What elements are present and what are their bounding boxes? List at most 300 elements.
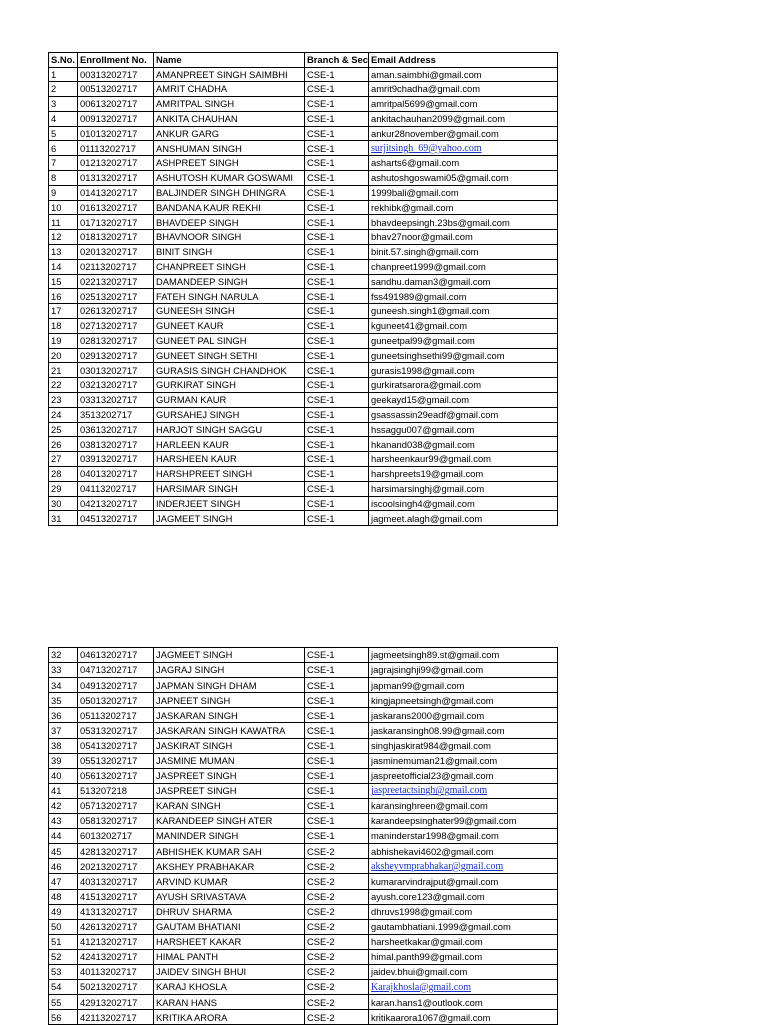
cell-branch: CSE-2 <box>305 919 369 934</box>
cell-enrollment: 41213202717 <box>78 934 154 949</box>
cell-enrollment: 20213202717 <box>78 859 154 874</box>
cell-branch: CSE-1 <box>305 678 369 693</box>
cell-sno: 12 <box>49 230 78 245</box>
cell-branch: CSE-1 <box>305 289 369 304</box>
cell-name: KARAN HANS <box>154 995 305 1010</box>
cell-name: KARAN SINGH <box>154 798 305 813</box>
cell-name: ABHISHEK KUMAR SAH <box>154 844 305 859</box>
cell-branch: CSE-1 <box>305 274 369 289</box>
cell-enrollment: 02213202717 <box>78 274 154 289</box>
cell-branch: CSE-1 <box>305 141 369 156</box>
cell-enrollment: 03313202717 <box>78 393 154 408</box>
cell-sno: 24 <box>49 407 78 422</box>
cell-name: ASHPREET SINGH <box>154 156 305 171</box>
cell-sno: 44 <box>49 829 78 844</box>
table-row <box>49 422 558 437</box>
cell-name: GURKIRAT SINGH <box>154 378 305 393</box>
cell-branch: CSE-1 <box>305 798 369 813</box>
cell-branch: CSE-1 <box>305 393 369 408</box>
cell-enrollment: 05513202717 <box>78 753 154 768</box>
cell-branch: CSE-1 <box>305 259 369 274</box>
table-row <box>49 874 558 889</box>
cell-email: karandeepsinghater99@gmail.com <box>369 814 558 829</box>
cell-branch: CSE-2 <box>305 964 369 979</box>
table-row <box>49 964 558 979</box>
cell-sno: 7 <box>49 156 78 171</box>
table-row <box>49 452 558 467</box>
cell-enrollment: 00913202717 <box>78 111 154 126</box>
cell-email: kumararvindrajput@gmail.com <box>369 874 558 889</box>
table-row <box>49 708 558 723</box>
cell-email: ankitachauhan2099@gmail.com <box>369 111 558 126</box>
cell-sno: 55 <box>49 995 78 1010</box>
cell-email: amritpal5699@gmail.com <box>369 97 558 112</box>
cell-branch: CSE-1 <box>305 200 369 215</box>
cell-email: gsassassin29eadf@gmail.com <box>369 407 558 422</box>
table-row <box>49 245 558 260</box>
cell-branch: CSE-1 <box>305 723 369 738</box>
cell-name: JAPMAN SINGH DHAM <box>154 678 305 693</box>
cell-email <box>369 859 558 874</box>
cell-sno: 52 <box>49 949 78 964</box>
cell-sno: 40 <box>49 768 78 783</box>
cell-name: BINIT SINGH <box>154 245 305 260</box>
cell-branch: CSE-1 <box>305 422 369 437</box>
cell-name: GUNEESH SINGH <box>154 304 305 319</box>
cell-enrollment: 03613202717 <box>78 422 154 437</box>
table-row <box>49 437 558 452</box>
cell-name: JASKIRAT SINGH <box>154 738 305 753</box>
cell-name: HARLEEN KAUR <box>154 437 305 452</box>
cell-enrollment: 40113202717 <box>78 964 154 979</box>
cell-enrollment: 05713202717 <box>78 798 154 813</box>
cell-enrollment: 02113202717 <box>78 259 154 274</box>
cell-sno: 31 <box>49 511 78 526</box>
cell-enrollment: 05313202717 <box>78 723 154 738</box>
cell-email: jagmeet.alagh@gmail.com <box>369 511 558 526</box>
cell-name: GUNEET PAL SINGH <box>154 333 305 348</box>
table-row <box>49 889 558 904</box>
cell-sno: 49 <box>49 904 78 919</box>
cell-sno: 54 <box>49 980 78 995</box>
cell-branch: CSE-1 <box>305 437 369 452</box>
cell-sno: 26 <box>49 437 78 452</box>
cell-branch: CSE-1 <box>305 663 369 678</box>
cell-email: kguneet41@gmail.com <box>369 319 558 334</box>
table-2-body <box>49 648 558 1025</box>
cell-name: GURASIS SINGH CHANDHOK <box>154 363 305 378</box>
cell-email: fss491989@gmail.com <box>369 289 558 304</box>
cell-branch: CSE-2 <box>305 995 369 1010</box>
cell-enrollment: 01013202717 <box>78 126 154 141</box>
table-row <box>49 814 558 829</box>
cell-sno: 6 <box>49 141 78 156</box>
cell-name: ASHUTOSH KUMAR GOSWAMI <box>154 171 305 186</box>
cell-name: HARSHEET KAKAR <box>154 934 305 949</box>
cell-enrollment: 01613202717 <box>78 200 154 215</box>
cell-email <box>369 783 558 798</box>
cell-branch: CSE-1 <box>305 126 369 141</box>
cell-branch: CSE-1 <box>305 783 369 798</box>
cell-branch: CSE-1 <box>305 378 369 393</box>
cell-email: himal.panth99@gmail.com <box>369 949 558 964</box>
cell-sno: 20 <box>49 348 78 363</box>
cell-branch: CSE-1 <box>305 319 369 334</box>
cell-email: guneesh.singh1@gmail.com <box>369 304 558 319</box>
header-branch: Branch & Sec <box>305 53 369 68</box>
cell-name: JAGMEET SINGH <box>154 511 305 526</box>
table-row <box>49 829 558 844</box>
cell-enrollment: 01213202717 <box>78 156 154 171</box>
cell-email: bhav27noor@gmail.com <box>369 230 558 245</box>
cell-name: JAGRAJ SINGH <box>154 663 305 678</box>
cell-name: GAUTAM BHATIANI <box>154 919 305 934</box>
cell-email: jasminemuman21@gmail.com <box>369 753 558 768</box>
cell-sno: 39 <box>49 753 78 768</box>
cell-branch: CSE-2 <box>305 859 369 874</box>
cell-sno: 46 <box>49 859 78 874</box>
table-row <box>49 97 558 112</box>
table-row <box>49 274 558 289</box>
table-row <box>49 723 558 738</box>
cell-sno: 53 <box>49 964 78 979</box>
table-row <box>49 511 558 526</box>
cell-enrollment: 01113202717 <box>78 141 154 156</box>
cell-name: KARANDEEP SINGH ATER <box>154 814 305 829</box>
cell-name: JAPNEET SINGH <box>154 693 305 708</box>
cell-name: JASPREET SINGH <box>154 783 305 798</box>
cell-branch: CSE-1 <box>305 67 369 82</box>
cell-sno: 48 <box>49 889 78 904</box>
cell-email: jaspreetofficial23@gmail.com <box>369 768 558 783</box>
table-row <box>49 319 558 334</box>
cell-branch: CSE-1 <box>305 708 369 723</box>
cell-enrollment: 00513202717 <box>78 82 154 97</box>
cell-name: GURMAN KAUR <box>154 393 305 408</box>
email-link[interactable]: jaspreetactsingh@gmail.com <box>371 785 488 797</box>
cell-email: sandhu.daman3@gmail.com <box>369 274 558 289</box>
table-row <box>49 111 558 126</box>
cell-branch: CSE-1 <box>305 82 369 97</box>
cell-enrollment: 01413202717 <box>78 185 154 200</box>
cell-enrollment: 03813202717 <box>78 437 154 452</box>
cell-enrollment: 42813202717 <box>78 844 154 859</box>
cell-email <box>369 141 558 156</box>
cell-email: geekayd15@gmail.com <box>369 393 558 408</box>
cell-enrollment: 05013202717 <box>78 693 154 708</box>
table-row <box>49 185 558 200</box>
cell-sno: 43 <box>49 814 78 829</box>
cell-enrollment: 02913202717 <box>78 348 154 363</box>
cell-email: ankur28november@gmail.com <box>369 126 558 141</box>
cell-sno: 29 <box>49 481 78 496</box>
cell-email: jaidev.bhui@gmail.com <box>369 964 558 979</box>
table-row <box>49 156 558 171</box>
cell-name: DHRUV SHARMA <box>154 904 305 919</box>
cell-enrollment: 01713202717 <box>78 215 154 230</box>
cell-sno: 32 <box>49 648 78 663</box>
cell-email: harshpreets19@gmail.com <box>369 467 558 482</box>
cell-email: maninderstar1998@gmail.com <box>369 829 558 844</box>
cell-sno: 47 <box>49 874 78 889</box>
cell-sno: 13 <box>49 245 78 260</box>
cell-email: harsheenkaur99@gmail.com <box>369 452 558 467</box>
cell-name: AKSHEY PRABHAKAR <box>154 859 305 874</box>
cell-enrollment: 04613202717 <box>78 648 154 663</box>
cell-email: abhishekavi4602@gmail.com <box>369 844 558 859</box>
cell-sno: 4 <box>49 111 78 126</box>
cell-enrollment: 04913202717 <box>78 678 154 693</box>
cell-email <box>369 980 558 995</box>
cell-name: JASPREET SINGH <box>154 768 305 783</box>
cell-branch: CSE-1 <box>305 245 369 260</box>
cell-enrollment: 6013202717 <box>78 829 154 844</box>
cell-sno: 33 <box>49 663 78 678</box>
cell-branch: CSE-1 <box>305 511 369 526</box>
email-link[interactable]: Karajkhosla@gmail.com <box>371 981 472 993</box>
table-row <box>49 171 558 186</box>
cell-branch: CSE-1 <box>305 333 369 348</box>
cell-branch: CSE-2 <box>305 889 369 904</box>
cell-email: jaskarans2000@gmail.com <box>369 708 558 723</box>
table-row <box>49 230 558 245</box>
cell-email: jagrajsinghji99@gmail.com <box>369 663 558 678</box>
cell-enrollment: 05813202717 <box>78 814 154 829</box>
table-row <box>49 259 558 274</box>
cell-enrollment: 04113202717 <box>78 481 154 496</box>
cell-name: BALJINDER SINGH DHINGRA <box>154 185 305 200</box>
cell-name: CHANPREET SINGH <box>154 259 305 274</box>
cell-enrollment: 42613202717 <box>78 919 154 934</box>
cell-email: jaskaransingh08.99@gmail.com <box>369 723 558 738</box>
cell-enrollment: 3513202717 <box>78 407 154 422</box>
cell-sno: 50 <box>49 919 78 934</box>
cell-name: GURSAHEJ SINGH <box>154 407 305 422</box>
cell-enrollment: 05613202717 <box>78 768 154 783</box>
cell-email: harsimarsinghj@gmail.com <box>369 481 558 496</box>
cell-branch: CSE-2 <box>305 1010 369 1025</box>
cell-sno: 37 <box>49 723 78 738</box>
cell-branch: CSE-2 <box>305 904 369 919</box>
cell-email: binit.57.singh@gmail.com <box>369 245 558 260</box>
header-name: Name <box>154 53 305 68</box>
cell-enrollment: 42413202717 <box>78 949 154 964</box>
cell-enrollment: 02613202717 <box>78 304 154 319</box>
table-row <box>49 648 558 663</box>
table-row <box>49 363 558 378</box>
header-row <box>49 53 558 68</box>
cell-sno: 34 <box>49 678 78 693</box>
cell-sno: 19 <box>49 333 78 348</box>
cell-sno: 23 <box>49 393 78 408</box>
cell-name: JAIDEV SINGH BHUI <box>154 964 305 979</box>
cell-email: iscoolsingh4@gmail.com <box>369 496 558 511</box>
email-link[interactable]: aksheyvmprabhakar@gmail.com <box>371 860 504 872</box>
cell-sno: 27 <box>49 452 78 467</box>
cell-name: HARSHEEN KAUR <box>154 452 305 467</box>
cell-enrollment: 03013202717 <box>78 363 154 378</box>
cell-name: KRITIKA ARORA <box>154 1010 305 1025</box>
table-row <box>49 348 558 363</box>
cell-email: karansinghreen@gmail.com <box>369 798 558 813</box>
table-row <box>49 82 558 97</box>
cell-sno: 41 <box>49 783 78 798</box>
table-row <box>49 467 558 482</box>
cell-name: INDERJEET SINGH <box>154 496 305 511</box>
cell-branch: CSE-1 <box>305 230 369 245</box>
cell-enrollment: 41513202717 <box>78 889 154 904</box>
cell-branch: CSE-2 <box>305 874 369 889</box>
cell-enrollment: 02813202717 <box>78 333 154 348</box>
cell-branch: CSE-1 <box>305 171 369 186</box>
student-table-2 <box>48 647 558 1025</box>
cell-branch: CSE-2 <box>305 934 369 949</box>
cell-enrollment: 03213202717 <box>78 378 154 393</box>
cell-branch: CSE-1 <box>305 111 369 126</box>
cell-branch: CSE-1 <box>305 97 369 112</box>
cell-enrollment: 00613202717 <box>78 97 154 112</box>
cell-name: BHAVDEEP SINGH <box>154 215 305 230</box>
cell-branch: CSE-1 <box>305 753 369 768</box>
cell-enrollment: 04713202717 <box>78 663 154 678</box>
cell-sno: 1 <box>49 67 78 82</box>
cell-name: AMRIT CHADHA <box>154 82 305 97</box>
cell-name: AMANPREET SINGH SAIMBHI <box>154 67 305 82</box>
cell-name: HIMAL PANTH <box>154 949 305 964</box>
cell-sno: 5 <box>49 126 78 141</box>
cell-sno: 28 <box>49 467 78 482</box>
cell-enrollment: 42113202717 <box>78 1010 154 1025</box>
table-row <box>49 1010 558 1025</box>
cell-sno: 10 <box>49 200 78 215</box>
cell-branch: CSE-2 <box>305 844 369 859</box>
table-row <box>49 126 558 141</box>
cell-name: FATEH SINGH NARULA <box>154 289 305 304</box>
cell-email: japman99@gmail.com <box>369 678 558 693</box>
table-row <box>49 407 558 422</box>
cell-name: BANDANA KAUR REKHI <box>154 200 305 215</box>
cell-name: DAMANDEEP SINGH <box>154 274 305 289</box>
table-row <box>49 378 558 393</box>
cell-email: guneetsinghsethi99@gmail.com <box>369 348 558 363</box>
table-row <box>49 738 558 753</box>
cell-branch: CSE-1 <box>305 156 369 171</box>
cell-branch: CSE-1 <box>305 648 369 663</box>
cell-sno: 15 <box>49 274 78 289</box>
table-row <box>49 949 558 964</box>
cell-email: asharts6@gmail.com <box>369 156 558 171</box>
cell-name: HARSIMAR SINGH <box>154 481 305 496</box>
cell-branch: CSE-1 <box>305 304 369 319</box>
table-row <box>49 393 558 408</box>
cell-email: guneetpal99@gmail.com <box>369 333 558 348</box>
cell-email: 1999bali@gmail.com <box>369 185 558 200</box>
table-row <box>49 304 558 319</box>
cell-branch: CSE-2 <box>305 980 369 995</box>
cell-branch: CSE-1 <box>305 407 369 422</box>
cell-email: gurasis1998@gmail.com <box>369 363 558 378</box>
table-1-body <box>49 67 558 526</box>
cell-name: ANSHUMAN SINGH <box>154 141 305 156</box>
cell-sno: 25 <box>49 422 78 437</box>
cell-sno: 42 <box>49 798 78 813</box>
cell-email: aman.saimbhi@gmail.com <box>369 67 558 82</box>
table-row <box>49 798 558 813</box>
table-row <box>49 141 558 156</box>
cell-branch: CSE-1 <box>305 829 369 844</box>
cell-sno: 9 <box>49 185 78 200</box>
cell-branch: CSE-1 <box>305 452 369 467</box>
cell-sno: 36 <box>49 708 78 723</box>
cell-email: singhjaskirat984@gmail.com <box>369 738 558 753</box>
cell-enrollment: 42913202717 <box>78 995 154 1010</box>
table-row <box>49 481 558 496</box>
header-email: Email Address <box>369 53 558 68</box>
cell-branch: CSE-1 <box>305 814 369 829</box>
table-row <box>49 678 558 693</box>
cell-branch: CSE-1 <box>305 738 369 753</box>
header-enrollment: Enrollment No. <box>78 53 154 68</box>
cell-sno: 45 <box>49 844 78 859</box>
table-row <box>49 859 558 874</box>
cell-email: kingjapneetsingh@gmail.com <box>369 693 558 708</box>
cell-name: AYUSH SRIVASTAVA <box>154 889 305 904</box>
header-sno: S.No. <box>49 53 78 68</box>
cell-branch: CSE-1 <box>305 363 369 378</box>
cell-name: JASKARAN SINGH <box>154 708 305 723</box>
cell-email: bhavdeepsingh.23bs@gmail.com <box>369 215 558 230</box>
cell-sno: 38 <box>49 738 78 753</box>
cell-enrollment: 41313202717 <box>78 904 154 919</box>
table-row <box>49 768 558 783</box>
cell-enrollment: 01813202717 <box>78 230 154 245</box>
cell-email: dhruvs1998@gmail.com <box>369 904 558 919</box>
cell-name: ARVIND KUMAR <box>154 874 305 889</box>
cell-enrollment: 04013202717 <box>78 467 154 482</box>
cell-name: GUNEET SINGH SETHI <box>154 348 305 363</box>
cell-name: BHAVNOOR SINGH <box>154 230 305 245</box>
cell-branch: CSE-1 <box>305 348 369 363</box>
cell-sno: 16 <box>49 289 78 304</box>
cell-email: rekhibk@gmail.com <box>369 200 558 215</box>
table-row <box>49 289 558 304</box>
cell-enrollment: 03913202717 <box>78 452 154 467</box>
cell-sno: 8 <box>49 171 78 186</box>
table-row <box>49 753 558 768</box>
cell-enrollment: 00313202717 <box>78 67 154 82</box>
cell-enrollment: 02713202717 <box>78 319 154 334</box>
cell-sno: 17 <box>49 304 78 319</box>
cell-email: gurkiratsarora@gmail.com <box>369 378 558 393</box>
table-row <box>49 67 558 82</box>
cell-name: JASKARAN SINGH KAWATRA <box>154 723 305 738</box>
cell-name: HARJOT SINGH SAGGU <box>154 422 305 437</box>
cell-email: harsheetkakar@gmail.com <box>369 934 558 949</box>
cell-email: chanpreet1999@gmail.com <box>369 259 558 274</box>
cell-email: hkanand038@gmail.com <box>369 437 558 452</box>
cell-branch: CSE-1 <box>305 481 369 496</box>
table-row <box>49 995 558 1010</box>
email-link[interactable]: surjitsingh_69@yahoo.com <box>371 142 482 154</box>
cell-sno: 11 <box>49 215 78 230</box>
cell-name: HARSHPREET SINGH <box>154 467 305 482</box>
cell-branch: CSE-1 <box>305 768 369 783</box>
table-row <box>49 980 558 995</box>
cell-email: gautambhatiani.1999@gmail.com <box>369 919 558 934</box>
cell-email: ashutoshgoswami05@gmail.com <box>369 171 558 186</box>
cell-enrollment: 04213202717 <box>78 496 154 511</box>
cell-email: karan.hans1@outlook.com <box>369 995 558 1010</box>
